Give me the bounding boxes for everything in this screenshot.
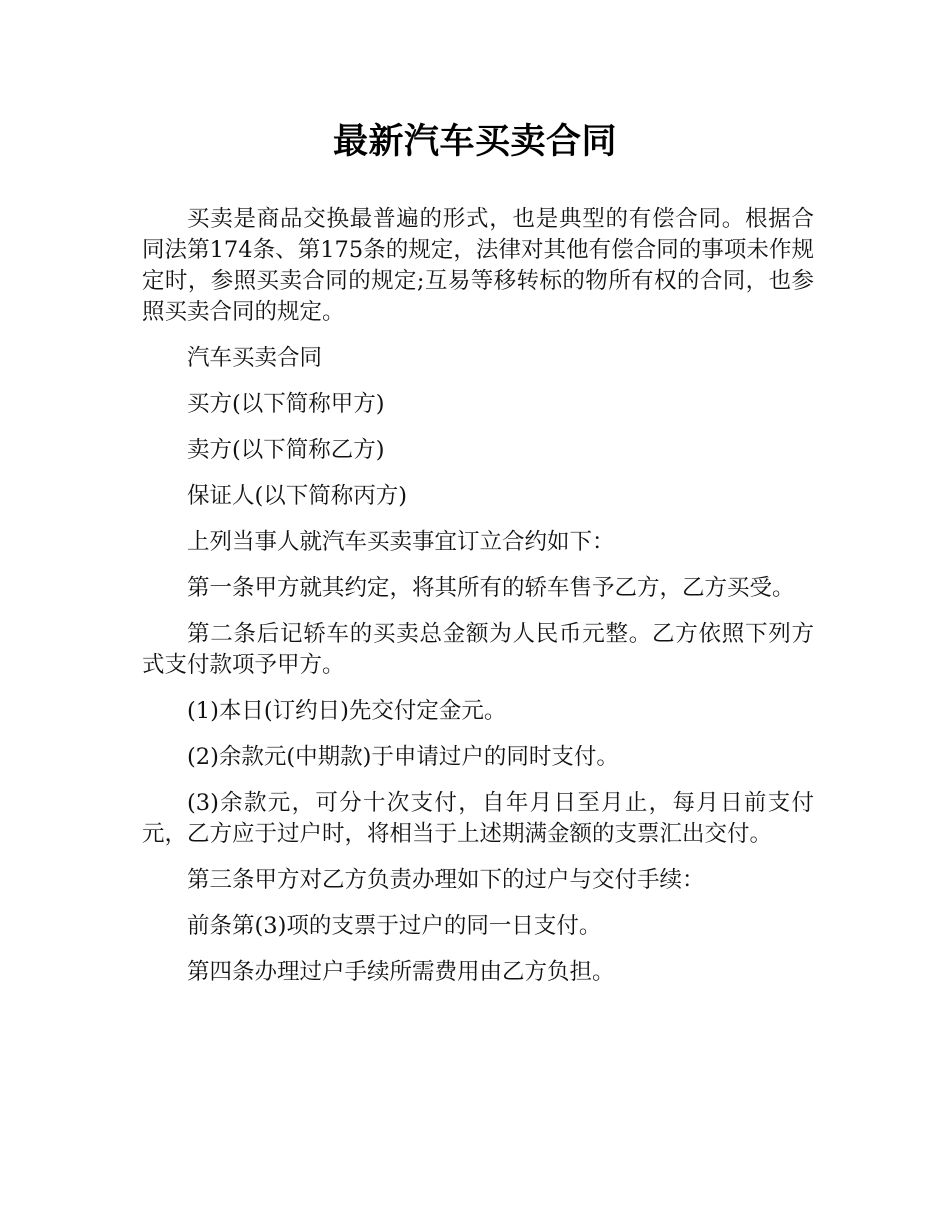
paragraph-article-2: 第二条后记轿车的买卖总金额为人民币元整。乙方依照下列方式支付款项予甲方。 [142,621,814,678]
paragraph-buyer: 买方(以下简称甲方) [187,391,385,417]
paragraph-payment-3: (3)余款元，可分十次支付，自年月日至月止，每月日前支付元，乙方应于过户时，将相当于上述期满金额的支票汇出交付。 [142,790,814,847]
paragraph-guarantor: 保证人(以下简称丙方) [187,483,408,509]
paragraph-payment-2: (2)余款元(中期款)于申请过户的同时支付。 [187,744,619,770]
paragraph-article-3: 第三条甲方对乙方负责办理如下的过户与交付手续： [187,867,705,893]
paragraph-article-4: 第四条办理过户手续所需费用由乙方负担。 [187,959,615,985]
paragraph-seller: 卖方(以下简称乙方) [187,437,385,463]
paragraph-preamble: 上列当事人就汽车买卖事宜订立合约如下： [187,529,615,555]
document-title: 最新汽车买卖合同 [332,122,617,162]
paragraph-article-1: 第一条甲方就其约定，将其所有的轿车售予乙方，乙方买受。 [187,575,795,601]
paragraph-intro: 买卖是商品交换最普遍的形式，也是典型的有偿合同。根据合同法第174条、第175条的规定，法律对其他有偿合同的事项未作规定时，参照买卖合同的规定;互易等移转标的物所有权的合同，也参照买卖合同的规定。 [142,206,814,325]
paragraph-contract-name: 汽车买卖合同 [187,345,323,371]
paragraph-payment-1: (1)本日(订约日)先交付定金元。 [187,698,507,724]
document-body [142,204,814,1003]
paragraph-check-payment: 前条第(3)项的支票于过户的同一日支付。 [187,913,602,939]
